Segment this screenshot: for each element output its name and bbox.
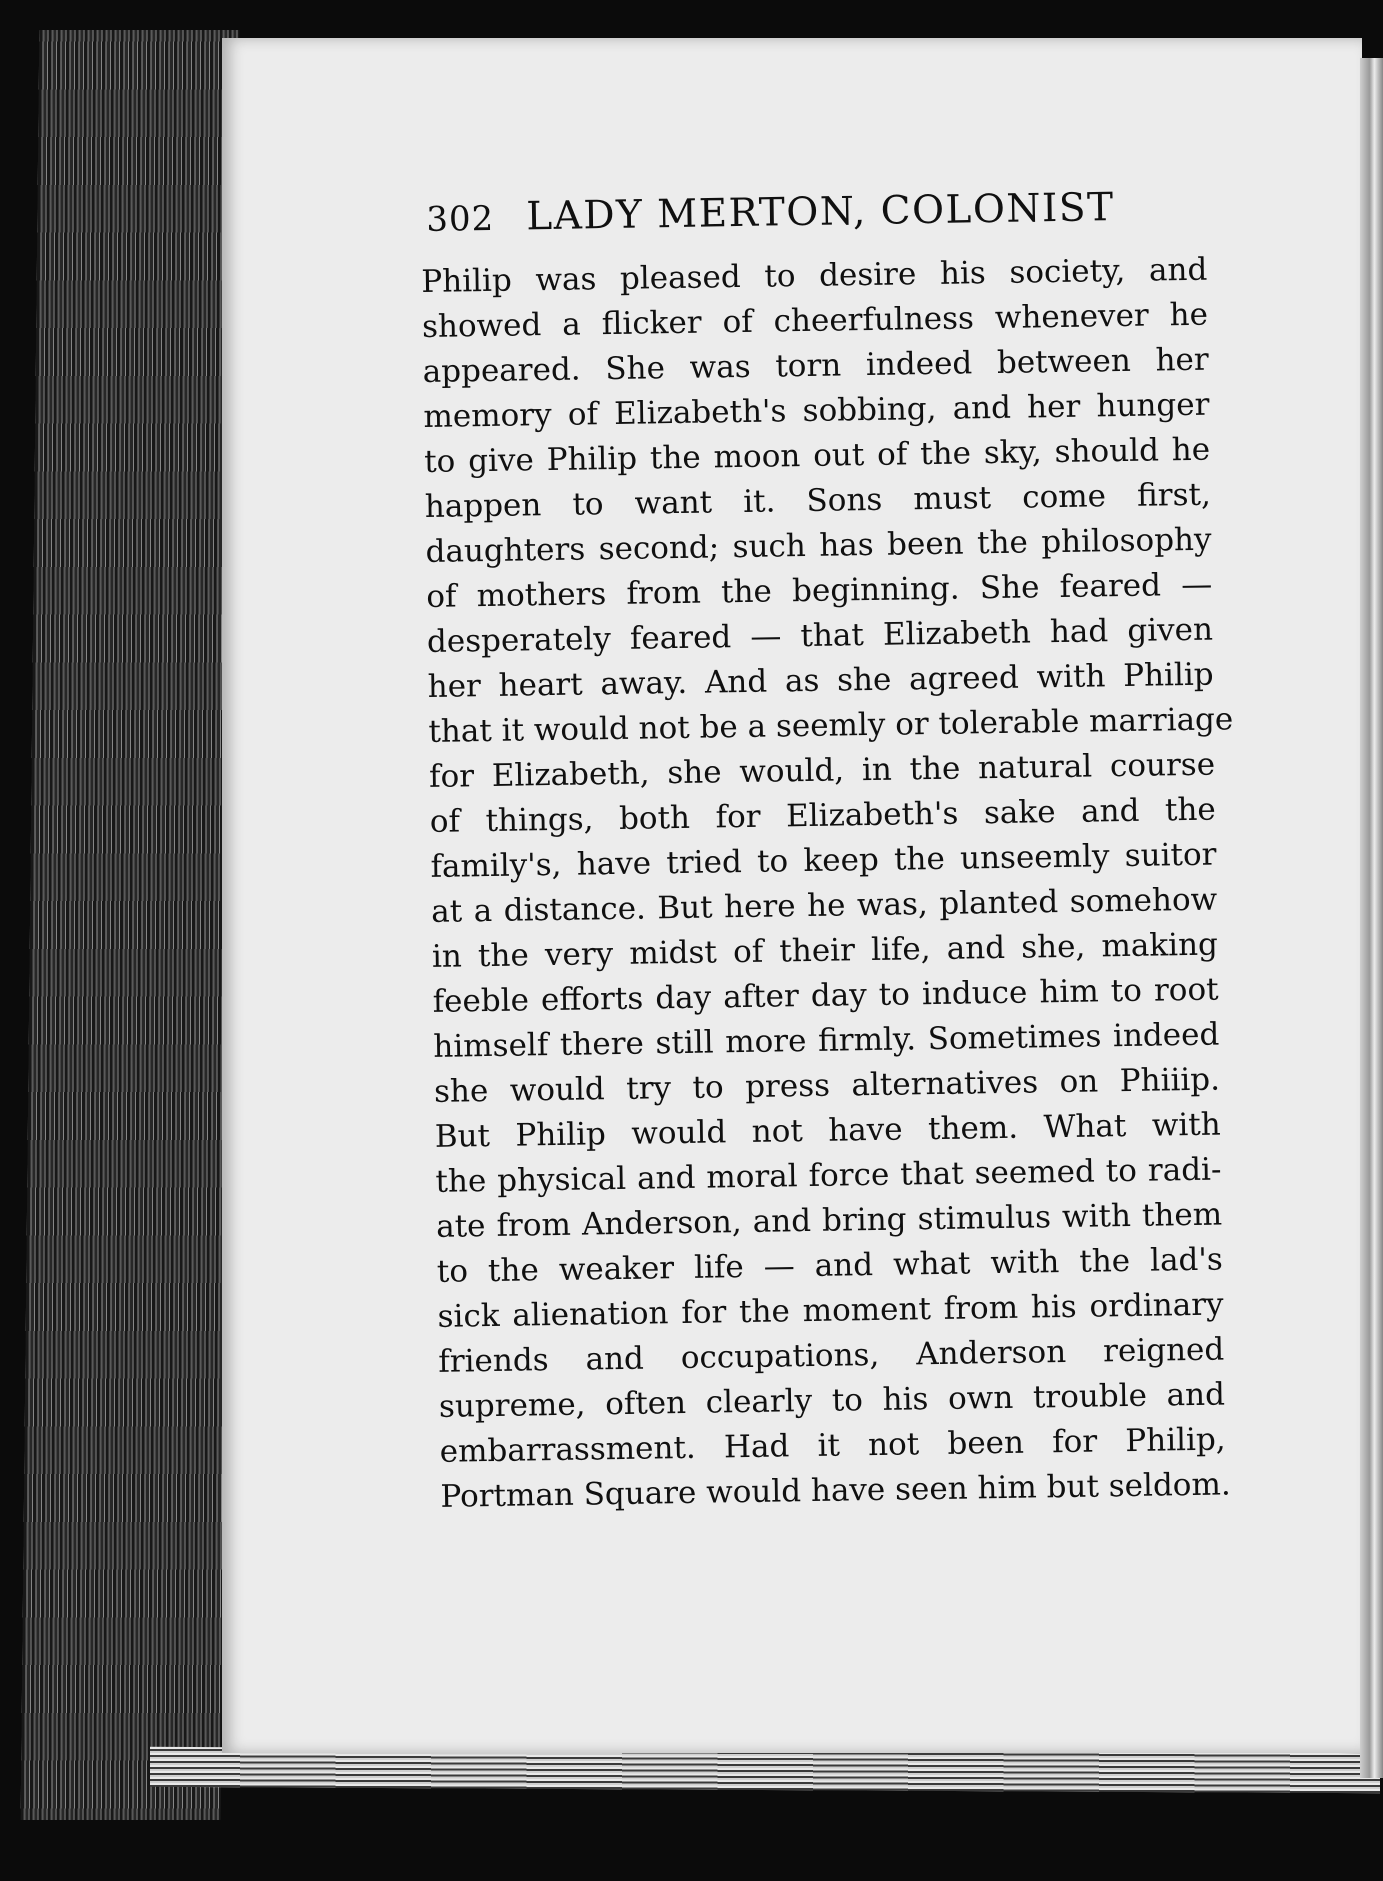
- text-line: in the very midst of their life, and she, making: [431, 926, 1219, 975]
- text-line: desperately feared — that Elizabeth had given: [426, 611, 1214, 660]
- text-line: friends and occupations, Anderson reigned: [438, 1331, 1225, 1380]
- text-line: appeared. She was torn indeed between her: [422, 341, 1209, 390]
- page-sheet: [222, 38, 1362, 1753]
- text-line: sick alienation for the moment from his ordinary: [437, 1286, 1224, 1335]
- text-line: she would try to press alternatives on Phiiip.: [433, 1061, 1221, 1110]
- text-line: ate from Anderson, and bring stimulus with them: [435, 1196, 1223, 1245]
- body-text: [421, 248, 1234, 1520]
- text-line: her heart away. And as she agreed with Philip: [427, 656, 1214, 705]
- text-line: to give Philip the moon out of the sky, should he: [423, 431, 1211, 480]
- text-line: embarrassment. Had it not been for Philip,: [439, 1421, 1226, 1470]
- book-bottom-edges: [150, 1747, 1380, 1793]
- page-number: 302: [426, 198, 495, 240]
- text-line: Philip was pleased to desire his society, and: [421, 251, 1208, 300]
- text-block: [420, 184, 1234, 1520]
- text-line: supreme, often clearly to his own trouble and: [438, 1376, 1226, 1425]
- text-line: family's, have tried to keep the unseemly suitor: [430, 836, 1217, 885]
- running-title: LADY MERTON, COLONIST: [525, 185, 1115, 240]
- text-line: Portman Square would have seen him but seldom.: [440, 1466, 1231, 1515]
- text-line: memory of Elizabeth's sobbing, and her hunger: [423, 386, 1210, 435]
- text-line: himself there still more firmly. Sometimes indeed: [433, 1016, 1220, 1065]
- text-line: daughters second; such has been the philosophy: [425, 521, 1212, 570]
- text-line: of things, both for Elizabeth's sake and the: [429, 791, 1217, 840]
- book-page-edges: [21, 30, 240, 1820]
- text-line: to the weaker life — and what with the lad's: [436, 1241, 1224, 1290]
- text-line: But Philip would not have them. What with: [434, 1106, 1221, 1155]
- text-line: at a distance. But here he was, planted somehow: [430, 881, 1218, 930]
- text-line: of mothers from the beginning. She feared —: [426, 566, 1213, 615]
- text-line: happen to want it. Sons must come first,: [424, 476, 1212, 525]
- text-line: showed a flicker of cheerfulness whenever he: [421, 296, 1209, 345]
- text-line: the physical and moral force that seemed to radi-: [435, 1151, 1222, 1200]
- running-head: [426, 184, 1207, 256]
- text-line: for Elizabeth, she would, in the natural course: [428, 746, 1216, 795]
- text-line: that it would not be a seemly or tolerable marriage: [428, 701, 1234, 750]
- text-line: feeble efforts day after day to induce him to root: [432, 971, 1219, 1020]
